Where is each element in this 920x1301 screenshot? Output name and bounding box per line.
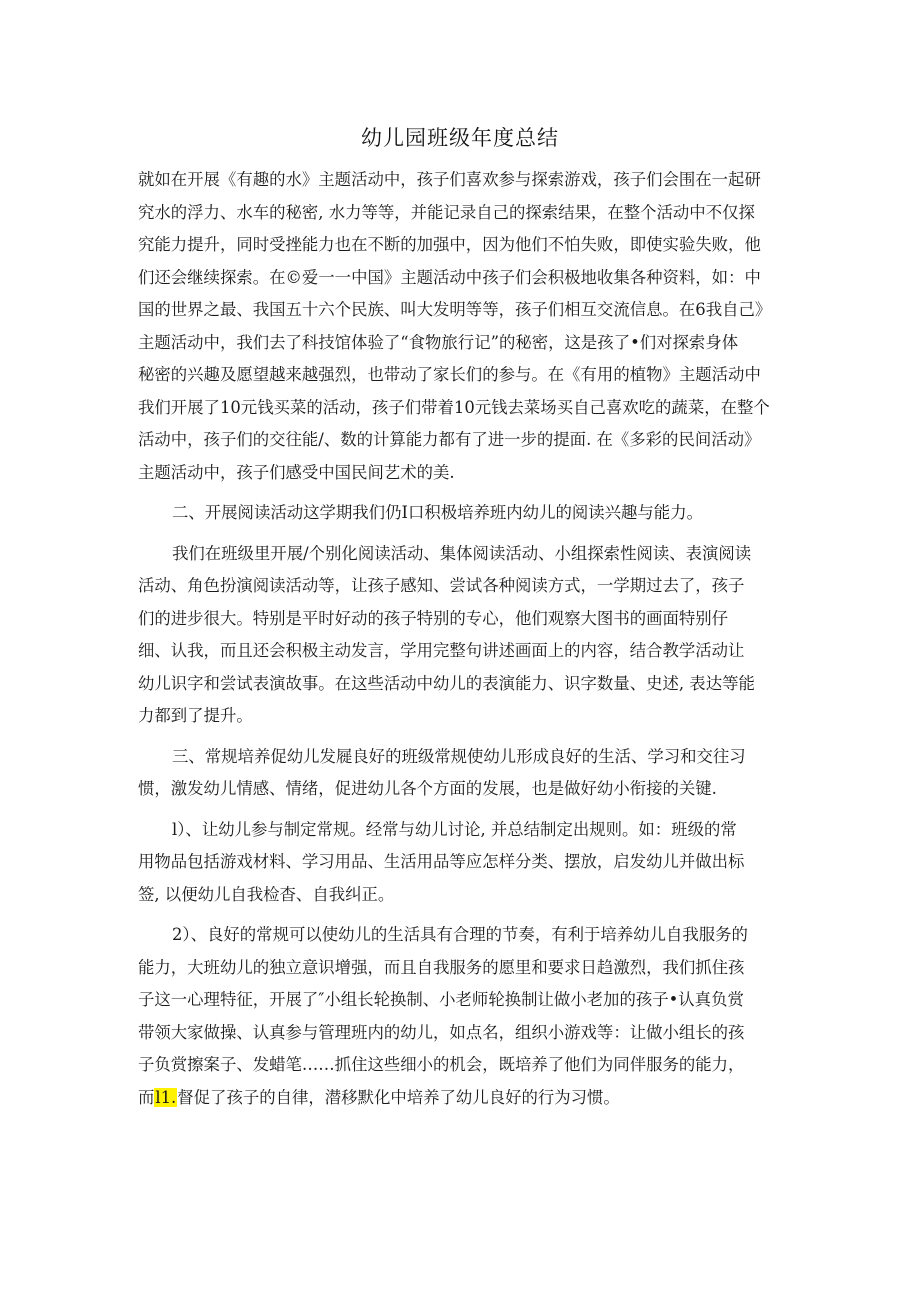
text-line: 惯，激发幼儿情感、情绪，促进幼儿各个方面的发展，也是做好幼小衔接的关键. xyxy=(138,779,717,798)
text-line: 国的世界之最、我国五十六个民族、叫大发明等等，孩子们相互交流信息。在6我自己》 xyxy=(138,300,772,319)
text-line: 活动中，孩子们的交往能/、数的计算能力都有了进一步的提面. 在《多彩的民间活动》 xyxy=(138,430,761,449)
paragraph-3 xyxy=(138,538,798,733)
text-line: 就如在开展《有趣的水》主题活动中，孩子们喜欢参与探索游戏，孩子们会围在一起研 xyxy=(138,170,761,189)
text-line: 活动、角色扮演阅读活动等，让孩子感知、尝试各种阅读方式，一学期过去了，孩子 xyxy=(138,576,745,595)
text-line: 幼儿识字和尝试表演故事。在这些活动中幼儿的表演能力、识字数量、史述, 表达等能 xyxy=(138,673,755,693)
text-line: 签, 以便幼儿自我检杳、自我纠正。 xyxy=(138,884,395,904)
paragraph-5 xyxy=(138,814,798,912)
highlighted-text: l1. xyxy=(155,1087,177,1107)
paragraph-2 xyxy=(138,497,798,530)
text-line: 力都到了提升。 xyxy=(138,706,253,725)
text-line: 秘密的兴趣及愿望越来越强烈，也带动了家长们的参与。在《有用的植物》主题活动中 xyxy=(138,365,761,384)
paragraph-1 xyxy=(138,164,798,489)
text-line: 子负赏擦案子、发蜡笔……抓住这些细小的机会，既培养了他们为同伴服务的能力， xyxy=(138,1055,745,1074)
text-line: 二、开展阅读活动这学期我们仍I口积极培养班内幼儿的阅读兴趣与能力。 xyxy=(172,503,703,522)
text-segment: 督促了孩子的自律，潜移默化中培养了幼儿良好的行为习惯。 xyxy=(177,1087,620,1107)
text-line: 们的进步很大。特别是平时好动的孩子特别的专心，他们观察大图书的画面特别仔 xyxy=(138,608,729,628)
text-line: 我们开展了10元钱买菜的活动，孩子们带着10元钱去菜场买自己喜欢吃的蔬菜，在整个 xyxy=(138,397,770,417)
text-line: 三、常规培养促幼儿发屣良好的班级常规使幼儿形成良好的生活、学习和交往习 xyxy=(172,746,746,766)
text-line: 用物品包括游戏材料、学习用品、生活用品等应怎样分类、摆放，启发幼儿并做出标 xyxy=(138,852,745,871)
text-line: 主题活动中，我们去了科技馆体验了“食物旅行记”的秘密，这是孩了•们对探索身体 xyxy=(138,332,739,352)
text-line: 细、认我，而且还会积极主动发言，学用完整句讲述画面上的内容，结合教学活动让 xyxy=(138,641,745,660)
text-line: 究水的浮力、水车的秘密, 水力等等，并能记录自己的探索结果，在整个活动中不仅探 xyxy=(138,202,755,222)
text-line: 子这一心理特征，开展了″小组长轮换制、小老师轮换制让做小老加的孩子•认真负赏 xyxy=(138,990,744,1009)
document-body xyxy=(138,164,798,1122)
text-line: 能力，大班幼儿的独立意识增强，而且自我服务的愿里和要求日趋激烈，我们抓住孩 xyxy=(138,957,745,977)
text-line: 我们在班级里开展/个别化阅读活动、集体阅读活动、小组探索性阅读、表演阅读 xyxy=(172,543,752,563)
text-line: l）、让幼儿参与制定常规。经常与幼儿讨论, 并总结制定出规则。如：班级的常 xyxy=(172,819,737,839)
text-segment: 而 xyxy=(138,1087,155,1107)
document-title: 幼儿园班级年度总结 xyxy=(361,126,559,150)
text-line: 们还会继续探索。在©爱一一中国》主题活动中孩子们会积极地收集各种资料，如：中 xyxy=(138,267,761,287)
text-line: 带领大家做操、认真参与管理班内的幼儿，如点名，组织小游戏等：让做小组长的孩 xyxy=(138,1022,745,1042)
paragraph-4 xyxy=(138,741,798,806)
paragraph-6 xyxy=(138,919,798,1114)
text-line: 究能力提升，同时受挫能力也在不断的加强中，因为他们不怕失败，即使实验失败，他 xyxy=(138,235,761,254)
last-text-line xyxy=(138,1082,798,1115)
text-line: 主题活动中，孩子们感受中国民间艺术的美. xyxy=(138,462,455,482)
text-line: 2）、良好的常规可以使幼儿的生活具有合理的节奏，有利于培养幼儿自我服务的 xyxy=(172,925,748,944)
